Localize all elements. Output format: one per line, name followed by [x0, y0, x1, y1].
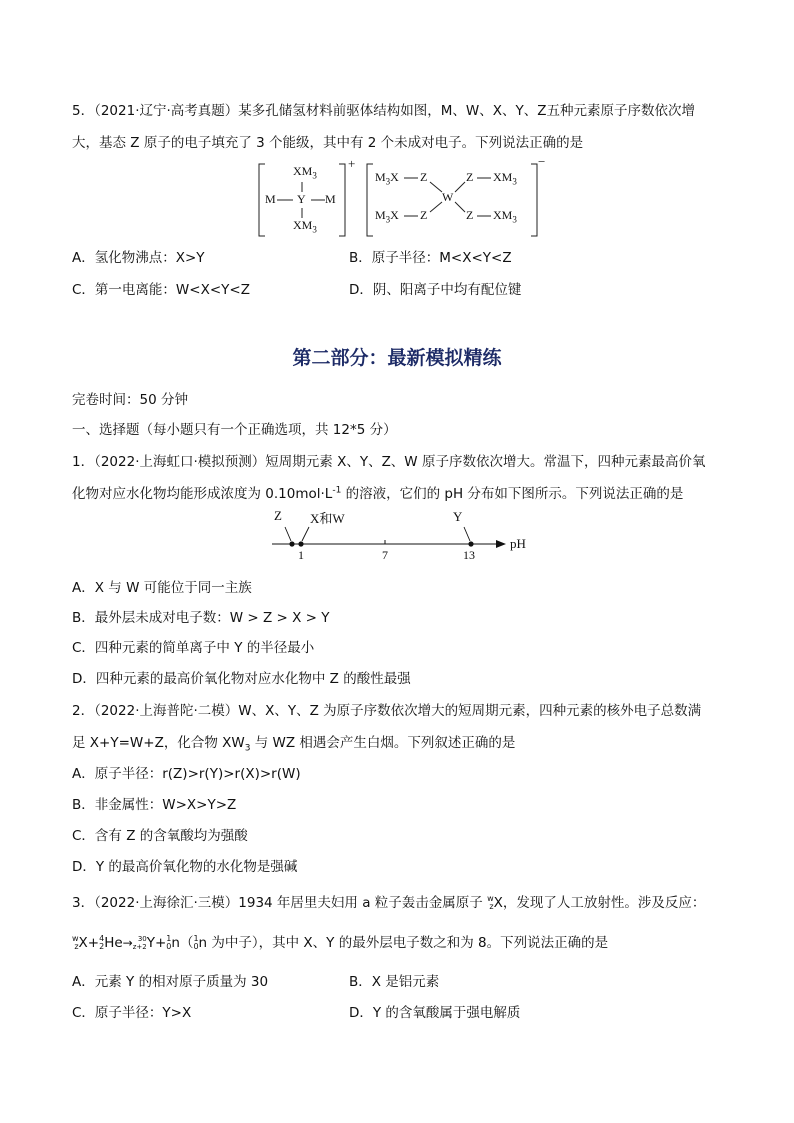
anion-center-atom: W — [442, 190, 454, 204]
q1-stem-line1: 1．（2022·上海虹口·模拟预测）短周期元素 X、Y、Z、W 原子序数依次增大。常温下，四种元素最高价氧 — [72, 454, 706, 470]
cation-right-atom: M — [325, 192, 336, 206]
q5-option-d: D．阴、阳离子中均有配位键 — [349, 282, 522, 298]
ph-axis-lines — [270, 505, 530, 565]
q1-option-d: D．四种元素的最高价氧化物对应水化物中 Z 的酸性最强 — [72, 671, 411, 687]
cation-left-atom: M — [265, 192, 276, 206]
q2-stem-line2: 足 X+Y=W+Z，化合物 $XW_3$ 与 WZ 相遇会产生白烟。下列叙述正确的是 — [72, 735, 516, 754]
section-title: 第二部分：最新模拟精练 — [292, 347, 502, 369]
xw-point — [298, 541, 303, 546]
q3-option-c: C．原子半径：Y>X — [72, 1005, 192, 1021]
cation-bottom-group: $XM_3$ — [293, 218, 317, 235]
q5-option-c: C．第一电离能：W<X<Y<Z — [72, 282, 250, 298]
z-point-label: Z — [274, 508, 282, 523]
q1-option-c: C．四种元素的简单离子中 Y 的半径最小 — [72, 640, 315, 656]
axis-arrowhead — [496, 540, 506, 548]
q2-option-d: D．Y 的最高价氧化物的水化物是强碱 — [72, 859, 298, 875]
q1-option-b: B．最外层未成对电子数：W > Z > X > Y — [72, 610, 330, 626]
tick-label-7: 7 — [382, 548, 388, 562]
q3-option-a: A．元素 Y 的相对原子质量为 30 — [72, 974, 269, 990]
anion-charge: − — [538, 154, 546, 169]
cation-top-group: $XM_3$ — [293, 164, 317, 181]
q2-option-b: B．非金属性：W>X>Y>Z — [72, 797, 237, 813]
y-point-label: Y — [453, 509, 463, 524]
q3-option-b: B．X 是铝元素 — [349, 974, 440, 990]
tick-label-1: 1 — [298, 548, 304, 562]
cation-charge: + — [348, 156, 356, 171]
q5-structure-figure — [255, 154, 546, 242]
q3-option-d: D．Y 的含氧酸属于强电解质 — [349, 1005, 521, 1021]
q2-stem-line1: 2．（2022·上海普陀·二模）W、X、Y、Z 为原子序数依次增大的短周期元素，四种元素的核外电子总数满 — [72, 703, 702, 719]
anion-bottom-right-z: Z — [466, 208, 474, 222]
anion-top-left-group: $M_3X$ — [375, 170, 399, 187]
cation-center-atom: Y — [297, 192, 306, 206]
q5-stem-line1: 5．（2021·辽宁·高考真题）某多孔储氢材料前驱体结构如图，M、W、X、Y、Z五种元素原子序数依次增 — [72, 103, 696, 119]
section1-heading: 一、选择题（每小题只有一个正确选项，共 12*5 分） — [72, 422, 397, 438]
q1-option-a: A．X 与 W 可能位于同一主族 — [72, 580, 252, 596]
tick-label-13: 13 — [463, 548, 475, 562]
q3-stem-line1: 3．（2022·上海徐汇·三模）1934 年居里夫妇用 a 粒子轰击金属原子 w zX，发现了人工放射性。涉及反应： — [72, 894, 706, 911]
anion-bottom-left-z: Z — [420, 208, 428, 222]
ph-axis-figure — [270, 505, 530, 565]
time-note: 完卷时间：50 分钟 — [72, 392, 188, 408]
z-point — [289, 541, 294, 546]
q3-equation-line: w zX+4 2He→ 30 z+2Y+1 0n（1 0n 为中子），其中 X、Y 的最外层电子数之和为 8。下列说法正确的是 — [72, 934, 609, 951]
anion-top-right-group: $XM_3$ — [493, 170, 517, 187]
anion-bottom-right-group: $XM_3$ — [493, 208, 517, 225]
q1-stem-line2: 化物对应水化物均能形成浓度为 $0.10mol\cdot L^{-1}$ 的溶液，它们的 pH 分布如下图所示。下列说法正确的是 — [72, 485, 684, 502]
anion-top-right-z: Z — [466, 170, 474, 184]
q5-option-b: B．原子半径：M<X<Y<Z — [349, 250, 512, 266]
anion-top-left-z: Z — [420, 170, 428, 184]
axis-label-ph: pH — [510, 536, 526, 551]
q2-option-c: C．含有 Z 的含氧酸均为强酸 — [72, 828, 248, 844]
q5-option-a: A．氢化物沸点：X>Y — [72, 250, 205, 266]
xw-point-label: X和W — [310, 511, 345, 526]
q2-option-a: A．原子半径：r(Z)>r(Y)>r(X)>r(W) — [72, 766, 301, 782]
anion-bottom-left-group: $M_3X$ — [375, 208, 399, 225]
q5-stem-line2: 大，基态 Z 原子的电子填充了 3 个能级，其中有 2 个未成对电子。下列说法正确的是 — [72, 135, 584, 151]
y-point — [468, 541, 473, 546]
